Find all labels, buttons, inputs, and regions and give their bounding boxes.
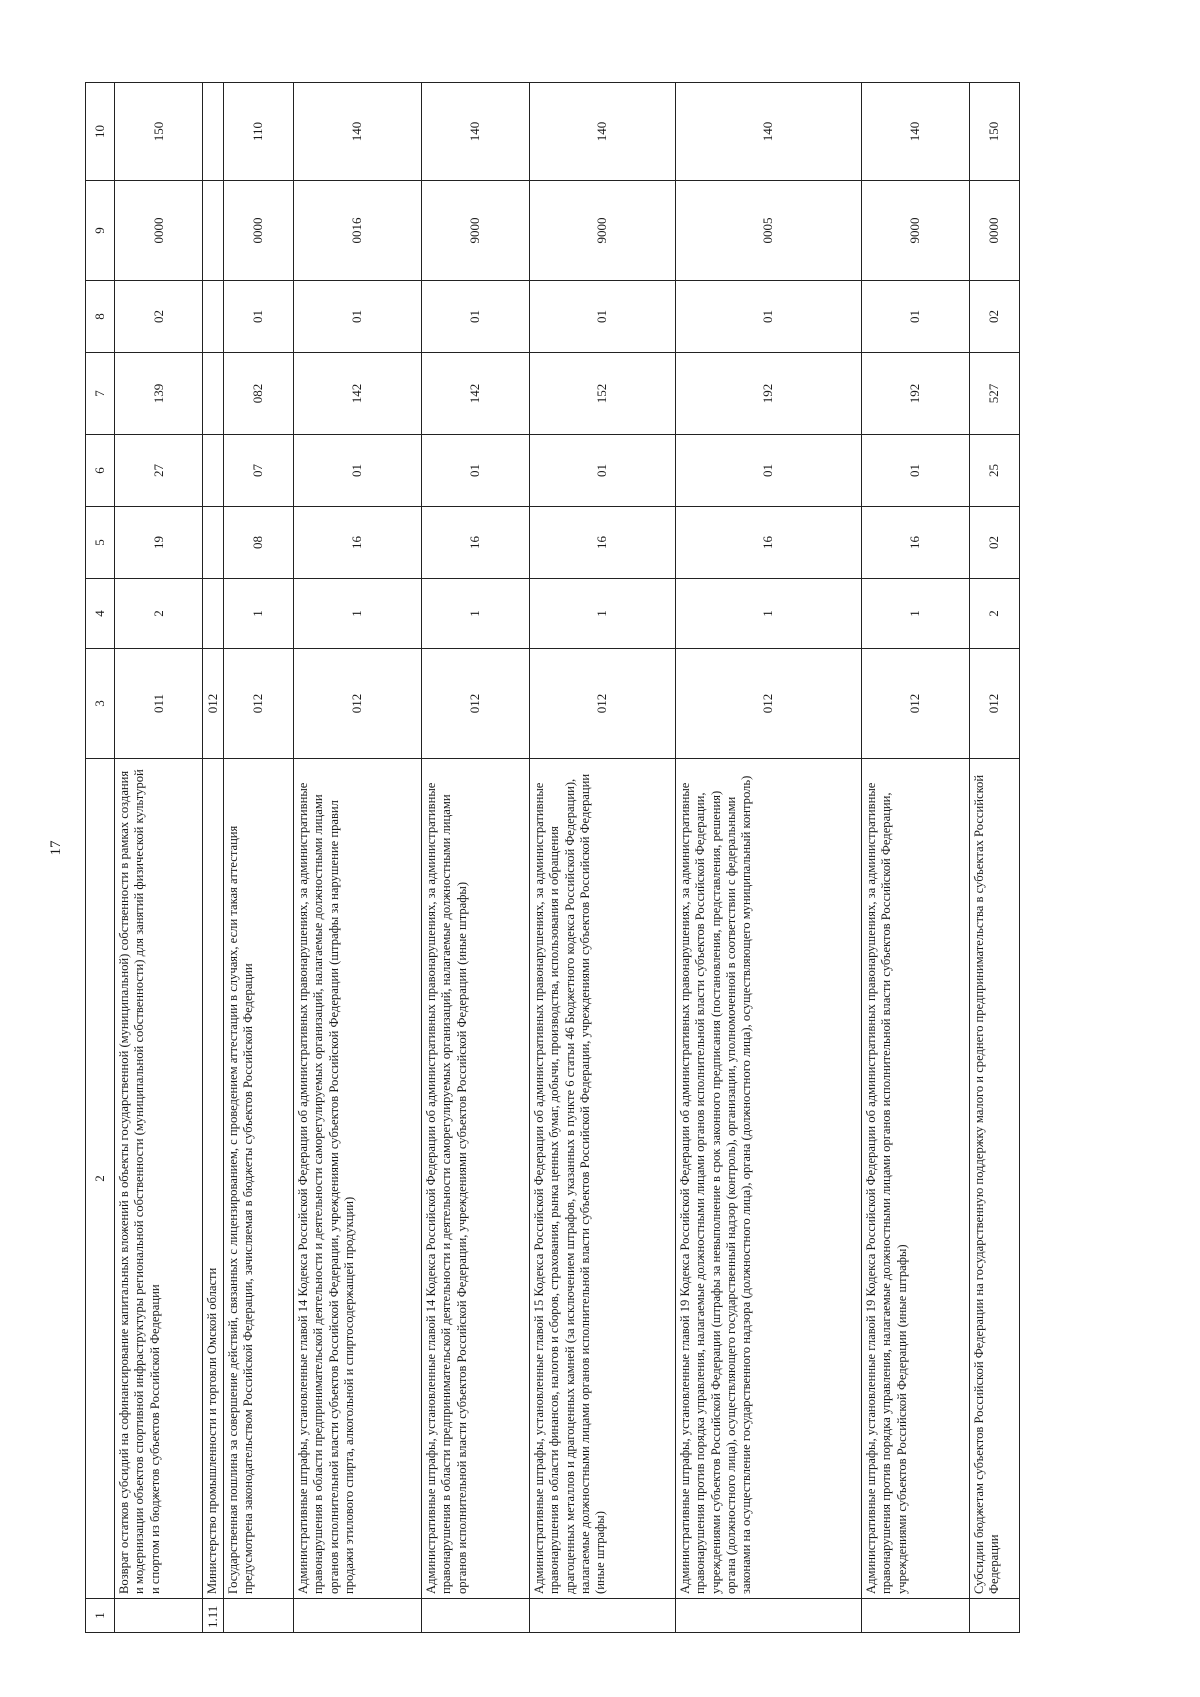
table-row	[223, 83, 293, 1633]
code-col-8: 01	[223, 281, 293, 353]
code-col-8: 01	[293, 281, 421, 353]
code-col-7: 527	[969, 353, 1019, 435]
row-number	[421, 1599, 529, 1633]
code-col-10: 140	[675, 83, 861, 181]
code-col-5: 16	[675, 507, 861, 579]
row-number	[529, 1599, 675, 1633]
code-col-8: 02	[115, 281, 203, 353]
admin-code: 012	[223, 649, 293, 759]
code-col-6	[203, 435, 224, 507]
code-col-10: 140	[861, 83, 969, 181]
row-description: Административные штрафы, установленные главой 15 Кодекса Российской Федерации об административных правонарушениях, за административные правонарушения в области финансов, налогов и сборов, страхования, рынка ценных бумаг, добычи, производства, использования и обращения драгоценных металлов и драгоценных камней (за исключением штрафов, указанных в пункте 6 статьи 46 Бюджетного кодекса Российской Федерации), налагаемые должностными лицами органов исполнительной власти субъектов Российской Федерации, учреждениями субъектов Российской Федерации (иные штрафы)	[529, 759, 675, 1599]
code-col-10: 140	[421, 83, 529, 181]
code-col-7: 192	[861, 353, 969, 435]
code-col-7: 142	[421, 353, 529, 435]
code-col-10	[203, 83, 224, 181]
code-col-6: 01	[529, 435, 675, 507]
table-row	[421, 83, 529, 1633]
code-col-7: 082	[223, 353, 293, 435]
header-col-5: 5	[86, 507, 115, 579]
table-row	[293, 83, 421, 1633]
admin-code: 012	[861, 649, 969, 759]
code-col-9: 9000	[861, 181, 969, 281]
code-col-9	[203, 181, 224, 281]
row-description: Административные штрафы, установленные главой 14 Кодекса Российской Федерации об административных правонарушениях, за административные правонарушения в области предпринимательской деятельности и деятельности саморегулируемых организаций, налагаемые должностными лицами органов исполнительной власти субъектов Российской Федерации, учреждениями субъектов Российской Федерации (штрафы за нарушение правил продажи этилового спирта, алкогольной и спиртосодержащей продукции)	[293, 759, 421, 1599]
code-col-7	[203, 353, 224, 435]
code-col-9: 0005	[675, 181, 861, 281]
code-col-4: 1	[675, 579, 861, 649]
admin-code: 012	[969, 649, 1019, 759]
code-col-9: 0000	[115, 181, 203, 281]
code-col-4: 1	[293, 579, 421, 649]
code-col-10: 140	[293, 83, 421, 181]
row-number	[115, 1599, 203, 1633]
code-col-8: 01	[529, 281, 675, 353]
row-description: Министерство промышленности и торговли Омской области	[203, 759, 224, 1599]
admin-code: 012	[675, 649, 861, 759]
code-col-5: 16	[861, 507, 969, 579]
table-row	[115, 83, 203, 1633]
code-col-9: 0000	[223, 181, 293, 281]
code-col-7: 192	[675, 353, 861, 435]
code-col-9: 0000	[969, 181, 1019, 281]
code-col-6: 07	[223, 435, 293, 507]
table-row	[861, 83, 969, 1633]
code-col-8: 01	[861, 281, 969, 353]
code-col-7: 152	[529, 353, 675, 435]
row-number	[223, 1599, 293, 1633]
header-col-3: 3	[86, 649, 115, 759]
row-description: Субсидии бюджетам субъектов Российской Федерации на государственную поддержку малого и среднего предпринимательства в субъектах Российской Федерации	[969, 759, 1019, 1599]
code-col-4: 1	[421, 579, 529, 649]
code-col-5: 19	[115, 507, 203, 579]
code-col-6: 01	[675, 435, 861, 507]
code-col-10: 150	[115, 83, 203, 181]
row-description: Административные штрафы, установленные главой 14 Кодекса Российской Федерации об административных правонарушениях, за административные правонарушения в области предпринимательской деятельности и деятельности саморегулируемых организаций, налагаемые должностными лицами органов исполнительной власти субъектов Российской Федерации, учреждениями субъектов Российской Федерации (иные штрафы)	[421, 759, 529, 1599]
code-col-9: 0016	[293, 181, 421, 281]
code-col-10: 150	[969, 83, 1019, 181]
code-col-7: 139	[115, 353, 203, 435]
code-col-6: 27	[115, 435, 203, 507]
admin-code: 011	[115, 649, 203, 759]
code-col-4: 1	[529, 579, 675, 649]
code-col-6: 01	[861, 435, 969, 507]
row-number	[293, 1599, 421, 1633]
code-col-4: 1	[861, 579, 969, 649]
header-col-2: 2	[86, 759, 115, 1599]
code-col-6: 01	[293, 435, 421, 507]
header-col-7: 7	[86, 353, 115, 435]
table-row	[675, 83, 861, 1633]
table-row	[529, 83, 675, 1633]
admin-code: 012	[293, 649, 421, 759]
header-col-8: 8	[86, 281, 115, 353]
row-description: Государственная пошлина за совершение действий, связанных с лицензированием, с проведением аттестации в случаях, если такая аттестация предусмотрена законодательством Российской Федерации, зачисляемая в бюджеты субъектов Российской Федерации	[223, 759, 293, 1599]
header-col-1: 1	[86, 1599, 115, 1633]
header-col-4: 4	[86, 579, 115, 649]
row-number	[861, 1599, 969, 1633]
rotated-table-sheet	[85, 83, 1070, 1633]
code-col-5	[203, 507, 224, 579]
code-col-5: 16	[421, 507, 529, 579]
header-col-6: 6	[86, 435, 115, 507]
code-col-4: 2	[115, 579, 203, 649]
admin-code: 012	[529, 649, 675, 759]
code-col-5: 16	[293, 507, 421, 579]
code-col-5: 02	[969, 507, 1019, 579]
code-col-5: 08	[223, 507, 293, 579]
code-col-9: 9000	[529, 181, 675, 281]
row-number	[675, 1599, 861, 1633]
code-col-10: 110	[223, 83, 293, 181]
code-col-8	[203, 281, 224, 353]
admin-code: 012	[421, 649, 529, 759]
code-col-10: 140	[529, 83, 675, 181]
code-col-8: 01	[421, 281, 529, 353]
row-number	[969, 1599, 1019, 1633]
row-number: 1.11	[203, 1599, 224, 1633]
header-col-10: 10	[86, 83, 115, 181]
page-number: 17	[48, 840, 64, 856]
code-col-7: 142	[293, 353, 421, 435]
code-col-8: 01	[675, 281, 861, 353]
row-description: Административные штрафы, установленные главой 19 Кодекса Российской Федерации об административных правонарушениях, за административные правонарушения против порядка управления, налагаемые должностными лицами органов исполнительной власти субъектов Российской Федерации, учреждениями субъектов Российской Федерации (штрафы за невыполнение в срок законного предписания (постановления, представления, решения) органа (должностного лица), осуществляющего государственный надзор (контроль), организации, уполномоченной в соответствии с федеральными законами на осуществление государственного надзора (должностного лица), органа (должностного лица), осуществляющего муниципальный контроль)	[675, 759, 861, 1599]
row-description: Административные штрафы, установленные главой 19 Кодекса Российской Федерации об административных правонарушениях, за административные правонарушения против порядка управления, налагаемые должностными лицами органов исполнительной власти субъектов Российской Федерации, учреждениями субъектов Российской Федерации (иные штрафы)	[861, 759, 969, 1599]
row-description: Возврат остатков субсидий на софинансирование капитальных вложений в объекты государственной (муниципальной) собственности в рамках создания и модернизации объектов спортивной инфраструктуры региональной собственности (муниципальной собственности) для занятий физической культурой и спортом из бюджетов субъектов Российской Федерации	[115, 759, 203, 1599]
revenue-codes-table	[85, 82, 1020, 1633]
code-col-6: 25	[969, 435, 1019, 507]
code-col-4	[203, 579, 224, 649]
code-col-4: 2	[969, 579, 1019, 649]
table-row	[969, 83, 1019, 1633]
admin-code: 012	[203, 649, 224, 759]
header-col-9: 9	[86, 181, 115, 281]
code-col-6: 01	[421, 435, 529, 507]
code-col-8: 02	[969, 281, 1019, 353]
table-row	[203, 83, 224, 1633]
table-header-row	[86, 83, 115, 1633]
code-col-9: 9000	[421, 181, 529, 281]
code-col-5: 16	[529, 507, 675, 579]
code-col-4: 1	[223, 579, 293, 649]
